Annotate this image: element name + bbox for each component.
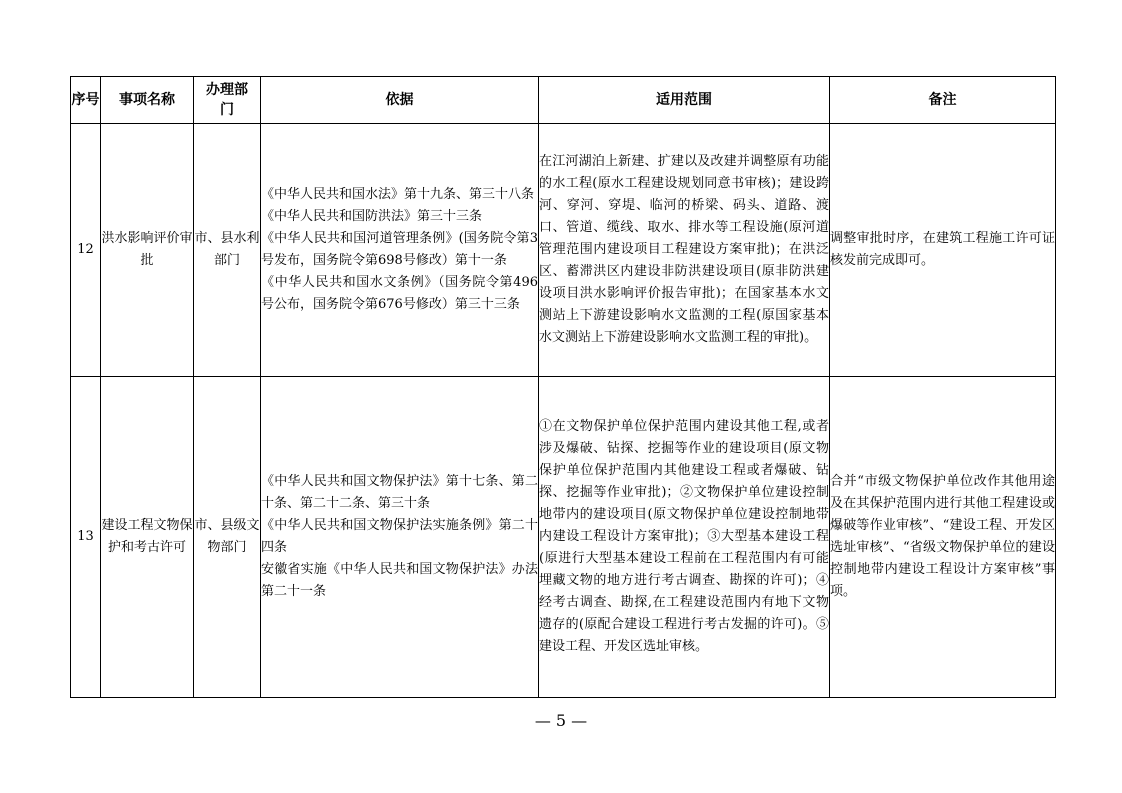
remarks: 调整审批时序，在建筑工程施工许可证核发前完成即可。 (830, 124, 1056, 377)
remarks: 合并“市级文物保护单位改作其他用途及在其保护范围内进行其他工程建设或爆破等作业审核”、“建设工程、开发区选址审核”、“省级文物保护单位的建设控制地带内建设工程设计方案审核”事项。 (830, 377, 1056, 698)
header-dept: 办理部门 (194, 77, 261, 124)
basis-line: 《中华人民共和国水文条例》（国务院令第496号公布，国务院令第676号修改）第三十三条 (261, 275, 538, 312)
basis-line: 《中华人民共和国防洪法》第三十三条 (261, 209, 483, 224)
header-num: 序号 (71, 77, 101, 124)
handling-dept: 市、县水利部门 (194, 124, 261, 377)
basis-line: 安徽省实施《中华人民共和国文物保护法》办法 第二十一条 (261, 562, 538, 599)
table-row (71, 377, 1056, 698)
handling-dept: 市、县级文物部门 (194, 377, 261, 698)
table-row (71, 124, 1056, 377)
basis-line: 《中华人民共和国水法》第十九条、第三十八条 (261, 187, 535, 202)
header-scope: 适用范围 (539, 77, 830, 124)
row-num: 13 (71, 377, 101, 698)
basis-line: 《中华人民共和国河道管理条例》(国务院令第3号发布，国务院令第698号修改）第十一条 (261, 231, 538, 268)
item-name: 洪水影响评价审批 (101, 124, 194, 377)
basis-line: 《中华人民共和国文物保护法实施条例》第二十四条 (261, 518, 538, 555)
approval-items-table (70, 76, 1056, 698)
basis-line: 《中华人民共和国文物保护法》第十七条、第二十条、第二十二条、第三十条 (261, 474, 538, 511)
legal-basis (261, 124, 539, 377)
legal-basis (261, 377, 539, 698)
applicable-scope: ①在文物保护单位保护范围内建设其他工程,或者涉及爆破、钻探、挖掘等作业的建设项目(原文物保护单位保护范围内其他建设工程或者爆破、钻探、挖掘等作业审批)；②文物保护单位建设控制地带内的建设项目(原文物保护单位建设控制地带内建设工程设计方案审批)；③大型基本建设工程(原进行大型基本建设工程前在工程范围内有可能埋藏文物的地方进行考古调查、勘探的许可)；④经考古调查、勘探,在工程建设范围内有地下文物遗存的(原配合建设工程进行考古发掘的许可)。⑤建设工程、开发区选址审核。 (539, 377, 830, 698)
header-note: 备注 (830, 77, 1056, 124)
item-name: 建设工程文物保护和考古许可 (101, 377, 194, 698)
page-number: — 5 — (534, 711, 588, 730)
header-basis: 依据 (261, 77, 539, 124)
row-num: 12 (71, 124, 101, 377)
header-row (71, 77, 1056, 124)
header-name: 事项名称 (101, 77, 194, 124)
applicable-scope: 在江河湖泊上新建、扩建以及改建并调整原有功能的水工程(原水工程建设规划同意书审核)；建设跨河、穿河、穿堤、临河的桥梁、码头、道路、渡口、管道、缆线、取水、排水等工程设施(原河道管理范围内建设项目工程建设方案审批)；在洪泛区、蓄滞洪区内建设非防洪建设项目(原非防洪建设项目洪水影响评价报告审批)；在国家基本水文测站上下游建设影响水文监测的工程(原国家基本水文测站上下游建设影响水文监测工程的审批)。 (539, 124, 830, 377)
